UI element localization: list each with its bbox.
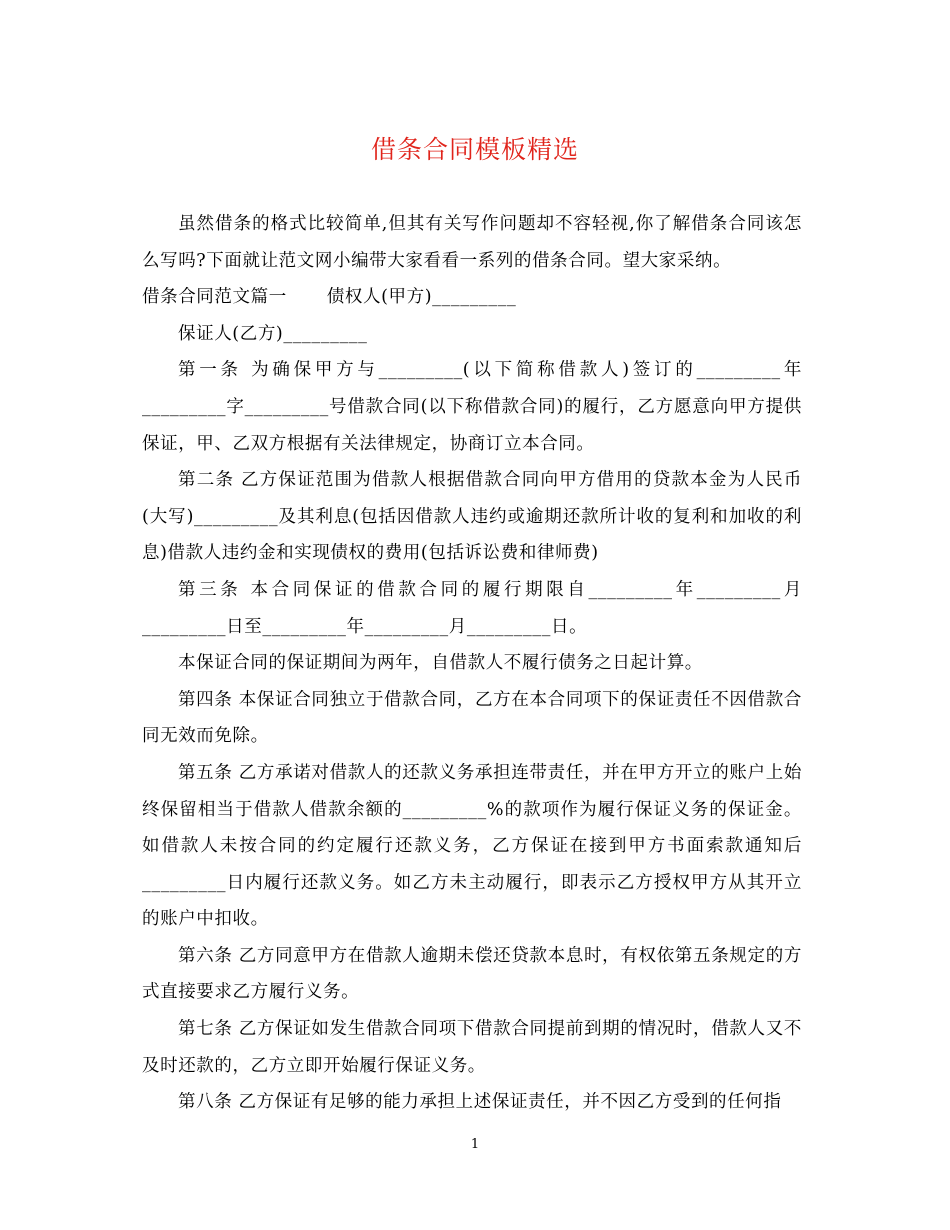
article-4: 第四条 本保证合同独立于借款合同，乙方在本合同项下的保证责任不因借款合同无效而免除。 [142,689,802,747]
sample-heading-line [142,279,802,316]
article-3: 第三条 本合同保证的借款合同的履行期限自_________年_________月_________日至_________年_________月_________日。 [142,579,802,637]
article-1: 第一条 为确保甲方与_________(以下简称借款人)签订的_________年_________字_________号借款合同(以下称借款合同)的履行，乙方愿意向甲方提供保证，甲、乙双方根据有关法律规定，协商订立本合同。 [142,360,802,454]
document-body [142,206,802,1121]
intro-paragraph: 虽然借条的格式比较简单,但其有关写作问题却不容轻视,你了解借条合同该怎么写吗?下面就让范文网小编带大家看看一系列的借条合同。望大家采纳。 [142,214,802,271]
sample-heading: 借条合同范文篇一 [142,287,287,308]
article-6: 第六条 乙方同意甲方在借款人逾期未偿还贷款本息时，有权依第五条规定的方式直接要求乙方履行义务。 [142,945,802,1003]
article-5: 第五条 乙方承诺对借款人的还款义务承担连带责任，并在甲方开立的账户上始终保留相当于借款人借款余额的_________%的款项作为履行保证义务的保证金。如借款人未按合同的约定履行还款义务，乙方保证在接到甲方书面索款通知后_________日内履行还款义务。如乙方未主动履行，即表示乙方授权甲方从其开立的账户中扣收。 [142,762,802,930]
article-7: 第七条 乙方保证如发生借款合同项下借款合同提前到期的情况时，借款人又不及时还款的，乙方立即开始履行保证义务。 [142,1019,802,1076]
page-number: 1 [470,1137,480,1152]
document-title: 借条合同模板精选 [370,135,579,164]
article-8: 第八条 乙方保证有足够的能力承担上述保证责任，并不因乙方受到的任何指 [178,1092,782,1113]
guarantee-period: 本保证合同的保证期间为两年，自借款人不履行债务之日起计算。 [178,653,703,674]
guarantor-line: 保证人(乙方)_________ [178,323,368,344]
article-2: 第二条 乙方保证范围为借款人根据借款合同向甲方借用的贷款本金为人民币(大写)_________及其利息(包括因借款人违约或逾期还款所计收的复利和加收的利息)借款人违约金和实现债权的费用(包括诉讼费和律师费) [142,470,802,564]
creditor-line: 债权人(甲方)_________ [326,287,517,308]
